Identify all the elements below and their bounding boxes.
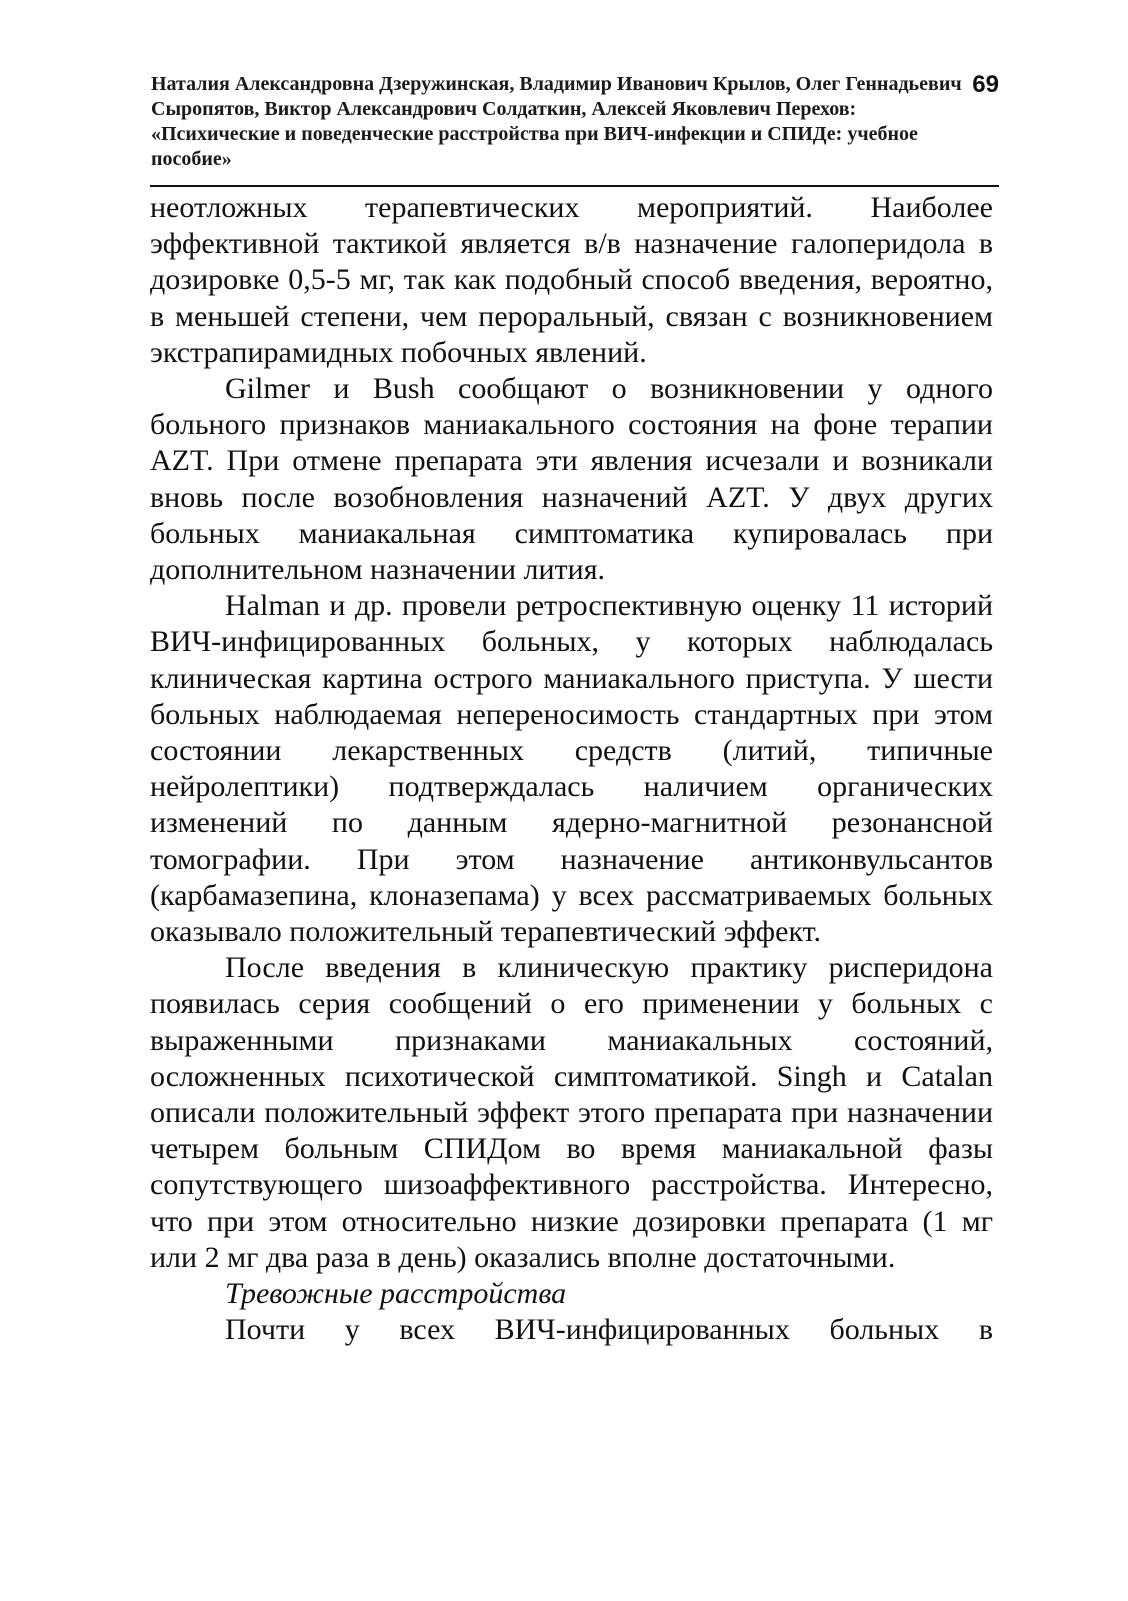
section-heading: Тревожные расстройства [225, 1277, 567, 1311]
paragraph-anxiety-start: Почти у всех ВИЧ-инфицированных больных в [225, 1313, 993, 1347]
paragraph-halman: Halman и др. провели ретроспективную оценку 11 историй ВИЧ-инфицированных больных, у которых наблюдалась клиническая картина острого маниакального приступа. У шести больных наблюдаемая непереносимость стандартных при этом состоянии лекарственных средств (литий, типичные нейролептики) подтверждалась наличием органических изменений по данным ядерно-магнитной резонансной томографии. При этом назначение антиконвульсантов (карбамазепина, клоназепама) у всех рассматриваемых больных оказывало положительный терапевтический эффект. [150, 589, 993, 949]
page-header [151, 72, 999, 172]
header-divider [150, 185, 999, 187]
paragraph-risperidone: После введения в клиническую практику рисперидона появилась серия сообщений о его применении у больных с выраженными признаками маниакальных состояний, осложненных психотической симптоматикой. Singh и Catalan описали положительный эффект этого препарата при назначении четырем больным СПИДом во время маниакальной фазы сопутствующего шизоаффективного расстройства. Интересно, что при этом относительно низкие дозировки препарата (1 мг или 2 мг два раза в день) оказались вполне достаточными. [150, 951, 993, 1274]
book-citation-header: Наталия Александровна Дзеружинская, Владимир Иванович Крылов, Олег Геннадьевич Сыропятов, Виктор Александрович Солдаткин, Алексей Яковлевич Перехов: «Психические и поведенческие расстройства при ВИЧ-инфекции и СПИДе: учебное пособие» [151, 73, 962, 170]
main-text [150, 190, 993, 1349]
page-number: 69 [972, 71, 999, 98]
paragraph-gilmer-bush: Gilmer и Bush сообщают о возникновении у одного больного признаков маниакального состояния на фоне терапии AZT. При отмене препарата эти явления исчезали и возникали вновь после возобновления назначений AZT. У двух других больных маниакальная симптоматика купировалась при дополнительном назначении лития. [150, 372, 993, 587]
paragraph-continued: неотложных терапевтических мероприятий. Наиболее эффективной тактикой является в/в назначение галоперидола в дозировке 0,5-5 мг, так как подобный способ введения, вероятно, в меньшей степени, чем пероральный, связан с возникновением экстрапирамидных побочных явлений. [150, 191, 993, 369]
